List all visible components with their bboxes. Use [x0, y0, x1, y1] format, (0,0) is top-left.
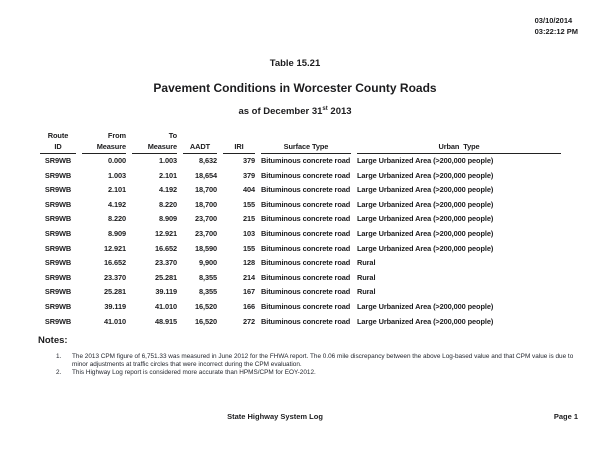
cell-surface-type: Bituminous concrete road — [261, 156, 351, 165]
table-row — [40, 212, 561, 227]
cell-aadt: 18,700 — [194, 199, 217, 209]
cell-to-measure: 1.003 — [159, 156, 177, 165]
as-of-suffix: 2013 — [327, 106, 352, 118]
col-header-to-measure: To Measure — [132, 130, 177, 154]
cell-iri: 272 — [242, 316, 255, 326]
cell-surface-type: Bituminous concrete road — [261, 228, 351, 238]
cell-to-measure: 25.281 — [154, 272, 177, 282]
cell-iri: 379 — [242, 156, 255, 165]
cell-surface-type: Bituminous concrete road — [261, 199, 351, 209]
cell-aadt: 9,900 — [199, 258, 217, 268]
cell-route-id: SR9WB — [44, 199, 72, 209]
table-row — [40, 285, 561, 300]
cell-aadt: 18,700 — [194, 185, 217, 195]
col-header-aadt: AADT — [183, 130, 217, 154]
cell-urban-type: Large Urbanized Area (>200,000 people) — [357, 170, 494, 180]
cell-to-measure: 8.220 — [159, 199, 177, 209]
cell-route-id: SR9WB — [44, 316, 72, 326]
cell-from-measure: 8.220 — [108, 214, 126, 224]
cell-to-measure: 8.909 — [159, 214, 177, 224]
cell-iri: 167 — [242, 287, 255, 297]
notes-heading: Notes: — [38, 335, 68, 346]
cell-from-measure: 25.281 — [103, 287, 126, 297]
cell-from-measure: 0.000 — [108, 156, 126, 165]
cell-route-id: SR9WB — [44, 170, 72, 180]
table-number: Table 15.21 — [269, 58, 321, 69]
table-header — [40, 130, 561, 154]
table-row — [40, 227, 561, 242]
cell-aadt: 18,590 — [194, 243, 217, 253]
cell-iri: 214 — [242, 272, 255, 282]
cell-from-measure: 1.003 — [108, 170, 126, 180]
cell-iri: 166 — [242, 301, 255, 311]
footer-title: State Highway System Log — [227, 412, 323, 421]
cell-aadt: 8,355 — [199, 287, 217, 297]
cell-aadt: 8,355 — [199, 272, 217, 282]
cell-urban-type: Large Urbanized Area (>200,000 people) — [357, 214, 494, 224]
cell-surface-type: Bituminous concrete road — [261, 316, 351, 326]
cell-iri: 379 — [242, 170, 255, 180]
cell-surface-type: Bituminous concrete road — [261, 243, 351, 253]
as-of-prefix: as of December 31 — [238, 106, 323, 118]
cell-iri: 128 — [242, 258, 255, 268]
cell-to-measure: 16.652 — [154, 243, 177, 253]
table-row — [40, 256, 561, 271]
cell-urban-type: Large Urbanized Area (>200,000 people) — [357, 301, 494, 311]
cell-urban-type: Large Urbanized Area (>200,000 people) — [357, 228, 494, 238]
cell-to-measure: 48.915 — [154, 316, 177, 326]
cell-iri: 404 — [242, 185, 255, 195]
cell-urban-type: Rural — [357, 287, 376, 297]
note-text: This Highway Log report is considered more accurate than HPMS/CPM for EOY-2012. — [72, 369, 316, 377]
notes-list — [38, 353, 578, 378]
cell-to-measure: 2.101 — [159, 170, 177, 180]
pavement-conditions-table — [34, 130, 567, 329]
table-row — [40, 242, 561, 257]
cell-urban-type: Large Urbanized Area (>200,000 people) — [357, 199, 494, 209]
cell-aadt: 18,654 — [194, 170, 217, 180]
table-row — [40, 154, 561, 169]
cell-route-id: SR9WB — [44, 228, 72, 238]
cell-route-id: SR9WB — [44, 287, 72, 297]
page-number: Page 1 — [553, 412, 578, 421]
cell-to-measure: 41.010 — [154, 301, 177, 311]
cell-iri: 103 — [242, 228, 255, 238]
col-header-surface-type: Surface Type — [261, 130, 351, 154]
cell-route-id: SR9WB — [44, 185, 72, 195]
cell-surface-type: Bituminous concrete road — [261, 272, 351, 282]
cell-to-measure: 39.119 — [155, 287, 177, 297]
cell-route-id: SR9WB — [44, 156, 72, 165]
cell-route-id: SR9WB — [44, 301, 72, 311]
cell-aadt: 8,632 — [199, 156, 217, 165]
cell-from-measure: 39.119 — [104, 301, 126, 311]
print-date: 03/10/2014 — [534, 16, 573, 25]
cell-surface-type: Bituminous concrete road — [261, 185, 351, 195]
cell-aadt: 16,520 — [194, 316, 217, 326]
note-text: The 2013 CPM figure of 6,751.33 was measured in June 2012 for the FHWA report. The 0.06 mile discrepancy between the above Log-based value and that CPM value is due to minor adjustments at traffic circles that were incorrect during the CPM evaluation. — [72, 353, 574, 368]
cell-urban-type: Large Urbanized Area (>200,000 people) — [357, 316, 494, 326]
cell-iri: 155 — [242, 199, 255, 209]
as-of-superscript: st — [322, 106, 328, 112]
cell-from-measure: 23.370 — [103, 272, 126, 282]
cell-aadt: 16,520 — [194, 301, 217, 311]
table-row — [40, 198, 561, 213]
cell-to-measure: 4.192 — [159, 185, 177, 195]
table-body — [40, 154, 561, 329]
table-row — [40, 169, 561, 184]
cell-urban-type: Large Urbanized Area (>200,000 people) — [357, 156, 494, 165]
cell-route-id: SR9WB — [44, 272, 72, 282]
cell-surface-type: Bituminous concrete road — [261, 214, 351, 224]
date-stamp — [535, 15, 578, 37]
cell-urban-type: Large Urbanized Area (>200,000 people) — [357, 185, 494, 195]
cell-from-measure: 16.652 — [103, 258, 126, 268]
col-header-urban-type: Urban Type — [357, 130, 561, 154]
cell-to-measure: 12.921 — [154, 228, 177, 238]
cell-aadt: 23,700 — [194, 214, 217, 224]
table-row — [40, 300, 561, 315]
cell-from-measure: 41.010 — [103, 316, 126, 326]
col-header-from-measure: From Measure — [82, 130, 126, 154]
page-title: Pavement Conditions in Worcester County Roads — [153, 81, 437, 95]
col-header-iri: IRI — [223, 130, 255, 154]
note-item — [38, 353, 578, 368]
cell-aadt: 23,700 — [194, 228, 217, 238]
table-row — [40, 271, 561, 286]
cell-surface-type: Bituminous concrete road — [261, 287, 351, 297]
table-row — [40, 183, 561, 198]
cell-urban-type: Rural — [357, 258, 376, 268]
cell-from-measure: 4.192 — [108, 199, 126, 209]
cell-from-measure: 12.921 — [103, 243, 126, 253]
cell-surface-type: Bituminous concrete road — [261, 170, 351, 180]
cell-urban-type: Rural — [357, 272, 376, 282]
cell-route-id: SR9WB — [44, 258, 72, 268]
note-number: 1. — [56, 353, 62, 360]
cell-to-measure: 23.370 — [154, 258, 177, 268]
note-number: 2. — [56, 369, 62, 377]
note-item — [38, 369, 578, 377]
cell-surface-type: Bituminous concrete road — [261, 258, 351, 268]
table-row — [40, 315, 561, 330]
cell-from-measure: 8.909 — [108, 228, 126, 238]
cell-route-id: SR9WB — [44, 243, 72, 253]
cell-route-id: SR9WB — [44, 214, 72, 224]
as-of-date — [0, 106, 590, 117]
print-time: 03:22:12 PM — [534, 27, 578, 36]
cell-iri: 215 — [242, 214, 255, 224]
col-header-route-id: Route ID — [40, 130, 76, 154]
cell-urban-type: Large Urbanized Area (>200,000 people) — [357, 243, 494, 253]
cell-from-measure: 2.101 — [108, 185, 126, 195]
cell-iri: 155 — [242, 243, 255, 253]
cell-surface-type: Bituminous concrete road — [261, 301, 351, 311]
